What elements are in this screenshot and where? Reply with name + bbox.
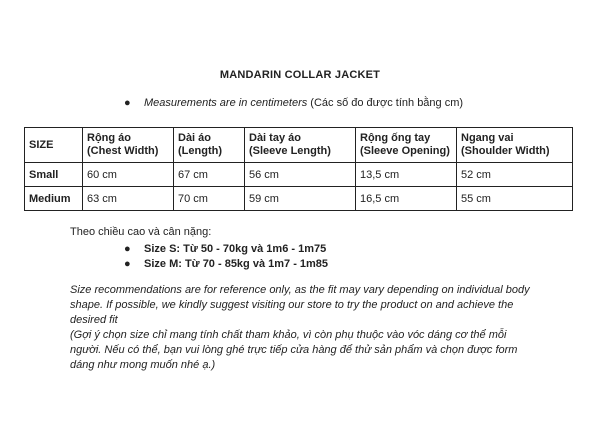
header-sleeve-opening: Rộng ống tay (Sleeve Opening) [356, 128, 457, 163]
header-size: SIZE [25, 128, 83, 163]
recommendation-en: Size recommendations are for reference only, as the fit may vary depending on individual body shape. If possible, we kindly suggest visiting our store to try the product on and achieve the desired fit [70, 284, 530, 326]
table-row [25, 187, 573, 211]
table-cell: 56 cm [245, 163, 356, 187]
table-cell: 59 cm [245, 187, 356, 211]
bullet-icon: ● [124, 243, 131, 255]
size-guide-item: Size M: Từ 70 - 85kg và 1m7 - 1m85 [144, 258, 329, 270]
table-cell: 55 cm [457, 187, 573, 211]
table-cell: 52 cm [457, 163, 573, 187]
table-cell: 16,5 cm [356, 187, 457, 211]
list-item [124, 257, 328, 272]
size-label: Small [25, 163, 83, 187]
recommendation-note [70, 283, 540, 373]
table-cell: 13,5 cm [356, 163, 457, 187]
page-title: MANDARIN COLLAR JACKET [219, 69, 381, 81]
size-guide-list [124, 242, 328, 272]
measurement-note [124, 97, 463, 109]
table-row [25, 163, 573, 187]
header-sleeve-length: Dài tay áo (Sleeve Length) [245, 128, 356, 163]
bullet-icon: ● [124, 258, 131, 270]
size-label: Medium [25, 187, 83, 211]
table-cell: 60 cm [83, 163, 174, 187]
header-shoulder-width: Ngang vai (Shoulder Width) [457, 128, 573, 163]
table-header-row [25, 128, 573, 163]
size-table [24, 127, 573, 211]
size-guide-item: Size S: Từ 50 - 70kg và 1m6 - 1m75 [144, 243, 327, 255]
bullet-icon: ● [124, 97, 131, 109]
header-length: Dài áo (Length) [174, 128, 245, 163]
header-chest-width: Rộng áo (Chest Width) [83, 128, 174, 163]
recommendation-vi: (Gợi ý chọn size chỉ mang tính chất tham khảo, vì còn phụ thuộc vào vóc dáng cơ thể mỗi người. Nếu có thể, bạn vui lòng ghé trực tiếp cửa hàng để thử sản phẩm và chọn được form dáng như mong muốn nhé ạ.) [70, 329, 518, 371]
measurement-note-en: Measurements are in centimeters [144, 97, 308, 109]
size-guide-intro: Theo chiều cao và cân nặng: [70, 226, 212, 238]
table-cell: 70 cm [174, 187, 245, 211]
table-cell: 63 cm [83, 187, 174, 211]
list-item [124, 242, 328, 257]
measurement-note-vi: (Các số đo được tính bằng cm) [307, 97, 464, 109]
table-cell: 67 cm [174, 163, 245, 187]
